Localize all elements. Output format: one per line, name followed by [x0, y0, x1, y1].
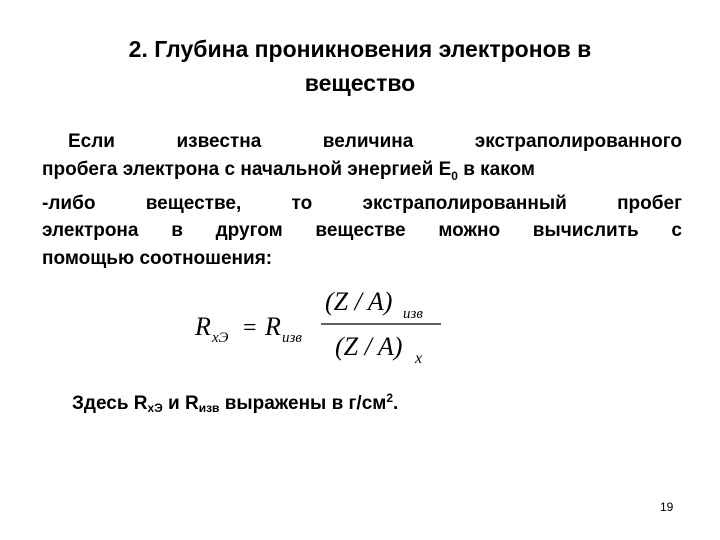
formula-lhs-subscript: хЭ [212, 330, 229, 346]
title-line-1: 2. Глубина проникновения электронов в [128, 36, 592, 62]
formula-numerator-subscript: изв [403, 306, 423, 322]
slide-title [40, 32, 680, 100]
formula-rhs-subscript: изв [282, 330, 302, 346]
title-line-2: вещество [304, 70, 416, 96]
paragraph-line-4: электрона в другом веществе можно вычислить с [42, 220, 682, 242]
paragraph-line-5: помощью соотношения: [42, 247, 273, 269]
energy-subscript: 0 [451, 168, 458, 183]
formula-rhs: R [265, 312, 281, 341]
paragraph-line-2: пробега электрона с начальной энергией $Е_0$ в каком [42, 158, 535, 183]
paragraph-line-3: -либо веществе, то экстраполированный пробег [42, 192, 682, 214]
paragraph-line-1: Если известна величина экстраполированного [68, 131, 682, 152]
formula-denominator: (Z / A) [335, 332, 403, 361]
formula-denominator-subscript: x [415, 350, 423, 367]
note-superscript: 2 [386, 391, 394, 405]
formula-equals: = [243, 315, 257, 341]
page-number: 19 [660, 500, 674, 514]
range-formula [185, 280, 485, 380]
units-note: Здесь $R_{хЭ}$ и $R_{изв}$ выражены в $г/см^2$. [72, 391, 399, 415]
formula-lhs: R [195, 312, 211, 341]
formula-numerator: (Z / A) [325, 287, 393, 316]
note-subscript-1: хЭ [147, 401, 163, 415]
body-paragraph [42, 128, 682, 272]
note-subscript-2: изв [198, 401, 220, 415]
